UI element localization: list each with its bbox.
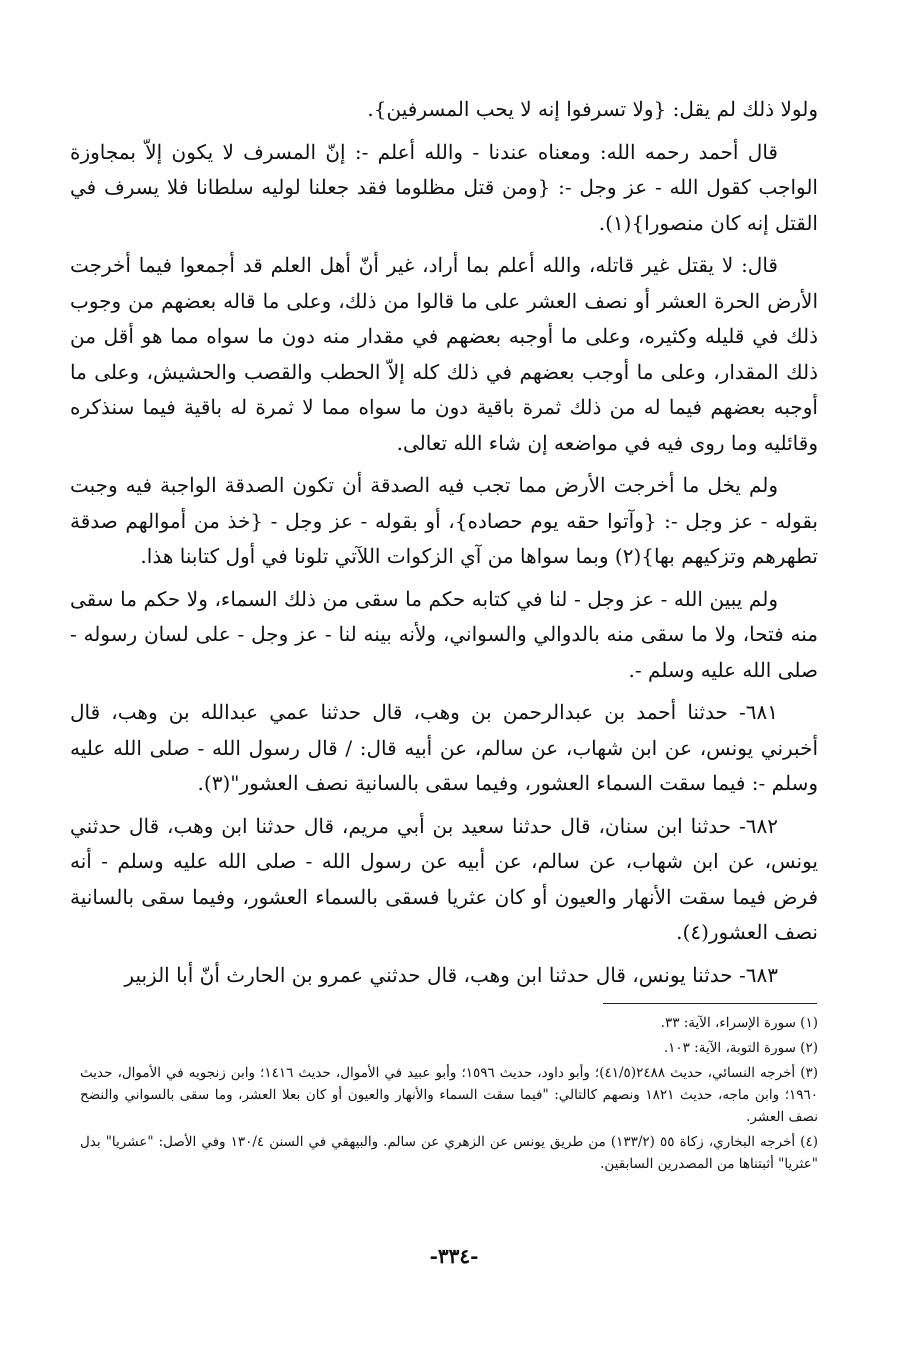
footnote-1: (١) سورة الإسراء، الآية: ٣٣. <box>660 1015 818 1031</box>
footnotes <box>80 1012 818 1178</box>
paragraph-8: ٦٨٣- حدثنا يونس، قال حدثنا ابن وهب، قال حدثني عمرو بن الحارث أنّ أبا الزبير <box>124 962 778 987</box>
paragraph-1: ولولا ذلك لم يقل: {ولا تسرفوا إنه لا يحب المسرفين}. <box>367 97 818 121</box>
hadith-681 <box>70 695 818 802</box>
footnote-separator <box>603 1003 817 1004</box>
paragraph-4: ولم يخل ما أخرجت الأرض مما تجب فيه الصدقة أن تكون الصدقة الواجبة فيه وجبت بقوله - عز وجل -: {وآتوا حقه يوم حصاده}، أو بقوله - عز وجل - {خذ من أموالهم صدقة تطهرهم وتزكيهم بها}(٢) وبما سواها من آي الزكوات اللآتي تلونا في أول كتابنا هذا. <box>70 473 818 568</box>
paragraph-5: ولم يبين الله - عز وجل - لنا في كتابه حكم ما سقى من ذلك السماء، ولا حكم ما سقى منه فتحا، ولا ما سقى منه بالدوالي والسواني، ولأنه بينه لنا - عز وجل - على لسان رسوله - صلى الله عليه وسلم -. <box>70 586 818 682</box>
footnote-2: (٢) سورة التوبة، الآية: ١٠٣. <box>663 1040 818 1056</box>
main-text <box>70 92 818 1000</box>
paragraph-2: قال أحمد رحمه الله: ومعناه عندنا - والله أعلم -: إنّ المسرف لا يكون إلاّ بمجاوزة الواجب كقول الله - عز وجل -: {ومن قتل مظلوما فقد جعلنا لوليه سلطانا فلا يسرف في القتل إنه كان منصورا}(١). <box>70 139 818 235</box>
paragraph-7: ٦٨٢- حدثنا ابن سنان، قال حدثنا سعيد بن أبي مريم، قال حدثنا ابن وهب، قال حدثني يونس، عن ابن شهاب، عن سالم، عن أبيه عن رسول الله - صلى الله عليه وسلم - أنه فرض فيما سقت الأنهار والعيون أو كان عثريا فسقى بالسماء العشور، وفيما سقى بالسانية نصف العشور(٤). <box>70 813 818 944</box>
paragraph-6: ٦٨١- حدثنا أحمد بن عبدالرحمن بن وهب، قال حدثنا عمي عبدالله بن وهب، قال أخبرني يونس، عن ابن شهاب، عن سالم، عن أبيه قال: / قال رسول الله - صلى الله عليه وسلم -: فيما سقت السماء العشور، وفيما سقى بالسانية نصف العشور"(٣). <box>70 700 818 795</box>
page-number: -٣٣٤- <box>429 1244 479 1268</box>
paragraph-3: قال: لا يقتل غير قاتله، والله أعلم بما أراد، غير أنّ أهل العلم قد أجمعوا فيما أخرجت الأرض الحرة العشر أو نصف العشر على ما قالوا من ذلك، وعلى ما قاله بعضهم من وجوب ذلك في قليله وكثيره، وعلى ما أوجبه بعضهم في مقدار منه دون ما سواه مما هو أقل من ذلك المقدار، وعلى ما أوجب بعضهم في ذلك كله إلاّ الحطب والقصب والحشيش، وعلى ما أوجبه بعضهم فيما له من ذلك ثمرة باقية دون ما سواه مما لا ثمرة له باقية فيما سنذكره وقائليه وما روى فيه في مواضعه إن شاء الله تعالى. <box>70 253 818 455</box>
footnote-3: (٣) أخرجه النسائي، حديث ٢٤٨٨(٤١/٥)؛ وأبو داود، حديث ١٥٩٦؛ وأبو عبيد في الأموال، حديث ١٤١٦؛ وابن زنجويه في الأموال، حديث ١٩٦٠؛ وابن ماجه، حديث ١٨٢١ ونصهم كالتالي: "فيما سقت السماء والأنهار والعيون أو كان بعلا العشر، وما سقى بالسواني والنضح نصف العشر. <box>80 1065 819 1125</box>
footnote-4: (٤) أخرجه البخاري، زكاة ٥٥ (١٣٣/٢) من طريق يونس عن الزهري عن سالم. والبيهقي في السنن ١٣٠/٤ وفي الأصل: "عشريا" بدل "عثريا" أثبتناها من المصدرين السابقين. <box>80 1134 818 1172</box>
